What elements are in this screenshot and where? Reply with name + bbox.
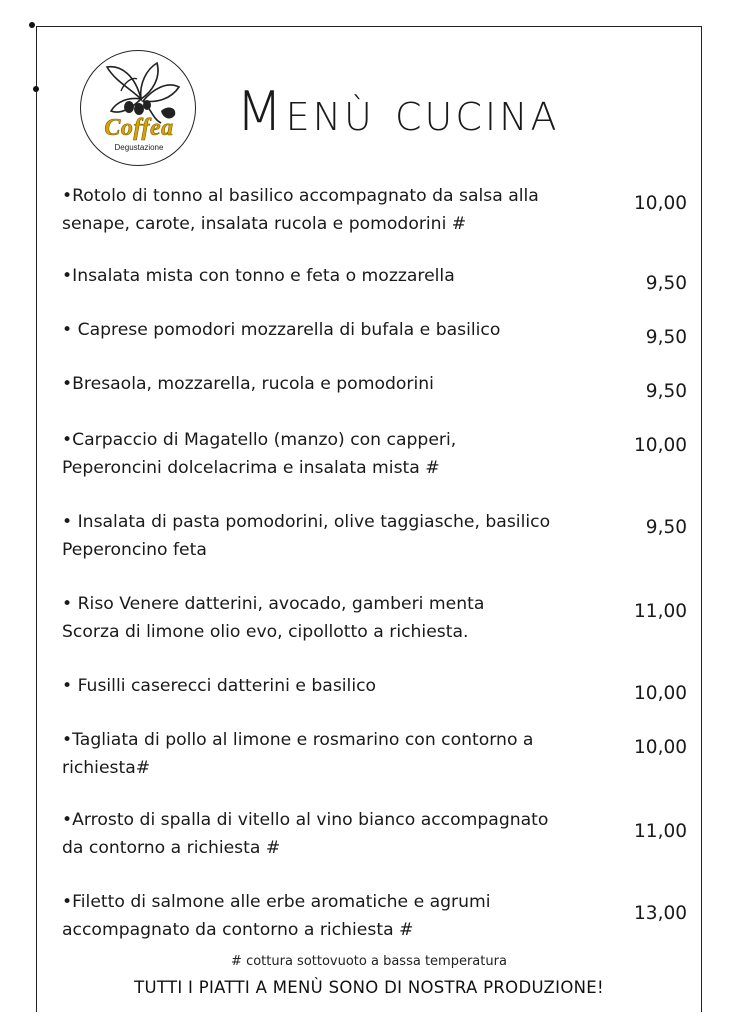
menu-item-description: •Rotolo di tonno al basilico accompagnato da salsa alla senape, carote, insalata rucola e pomodorini # [62, 186, 539, 234]
menu-item-description: •Bresaola, mozzarella, rucola e pomodorini [62, 374, 434, 394]
menu-item-description: • Fusilli caserecci datterini e basilico [62, 676, 377, 696]
menu-item-description: • Caprese pomodori mozzarella di bufala e basilico [62, 320, 501, 340]
page-title: Menù cucina [236, 80, 560, 143]
menu-item-price: 11,00 [634, 821, 687, 842]
menu-item-description: • Riso Venere datterini, avocado, gamberi menta Scorza di limone olio evo, cipollotto a richiesta. [62, 594, 485, 642]
menu-item-price: 10,00 [634, 737, 687, 758]
menu-item-description: •Filetto di salmone alle erbe aromatiche e agrumi accompagnato da contorno a richiesta # [62, 892, 491, 940]
menu-item-price: 10,00 [634, 193, 687, 214]
menu-item-description: • Insalata di pasta pomodorini, olive taggiasche, basilico Peperoncino feta [62, 512, 551, 560]
menu-item-description: •Arrosto di spalla di vitello al vino bianco accompagnato da contorno a richiesta # [62, 810, 549, 858]
menu-item-price: 10,00 [634, 683, 687, 704]
logo-subtitle: Degustazione [114, 143, 164, 152]
menu-item-price: 10,00 [634, 435, 687, 456]
menu-item-price: 9,50 [645, 381, 687, 402]
menu-item-price: 9,50 [645, 327, 687, 348]
logo-brand-text: Coffea [104, 115, 174, 141]
menu-item-description: •Tagliata di pollo al limone e rosmarino con contorno a richiesta# [62, 730, 534, 778]
menu-item-price: 11,00 [634, 601, 687, 622]
menu-item-price: 9,50 [645, 273, 687, 294]
coffea-logo [80, 50, 196, 166]
frame-corner-dot-top [29, 22, 35, 28]
menu-item-description: •Carpaccio di Magatello (manzo) con capperi, Peperoncini dolcelacrima e insalata mista # [62, 430, 457, 478]
menu-item-price: 13,00 [634, 903, 687, 924]
menu-item-description: •Insalata mista con tonno e feta o mozzarella [62, 266, 455, 286]
menu-item-price: 9,50 [645, 517, 687, 538]
cooking-footnote: # cottura sottovuoto a bassa temperatura [231, 954, 507, 969]
production-statement: TUTTI I PIATTI A MENÙ SONO DI NOSTRA PRODUZIONE! [134, 978, 604, 997]
frame-corner-dot-left [33, 86, 39, 92]
